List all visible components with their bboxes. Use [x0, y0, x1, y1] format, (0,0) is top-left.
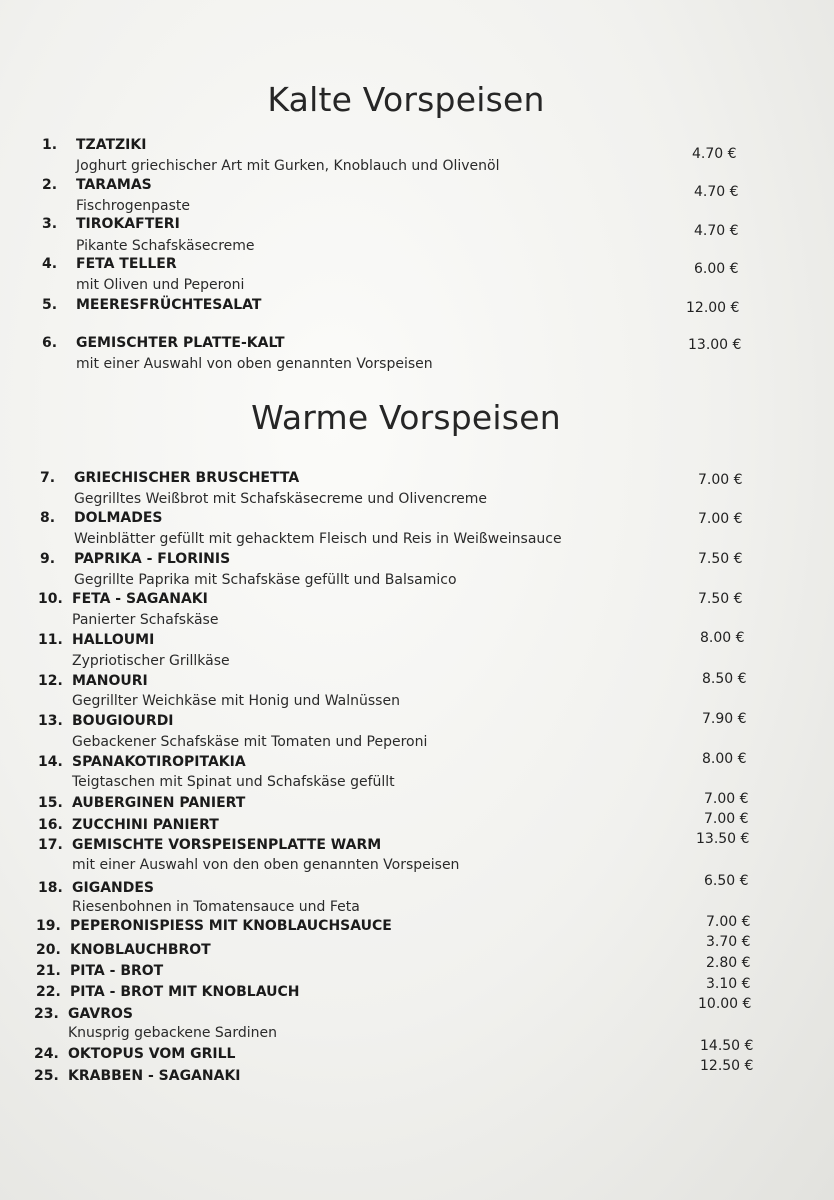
menu-item-price: 2.80 €	[706, 955, 751, 971]
menu-item-price: 4.70 €	[694, 223, 739, 239]
menu-item-name: GAVROS	[68, 1006, 133, 1022]
menu-item-price: 6.50 €	[704, 873, 749, 889]
menu-item-number: 18.	[38, 880, 63, 896]
menu-item-number: 11.	[38, 632, 63, 648]
menu-item-number: 13.	[38, 713, 63, 729]
menu-item-price: 6.00 €	[694, 261, 739, 277]
menu-item-description: Gegrillte Paprika mit Schafskäse gefüllt und Balsamico	[74, 572, 457, 588]
menu-item-price: 13.50 €	[696, 831, 750, 847]
menu-item-description: Panierter Schafskäse	[72, 612, 219, 628]
menu-item-price: 4.70 €	[694, 184, 739, 200]
menu-item-description: Gegrillter Weichkäse mit Honig und Walnüssen	[72, 693, 400, 709]
menu-item-number: 7.	[40, 470, 56, 486]
menu-item-price: 12.00 €	[686, 300, 740, 316]
menu-item-description: mit einer Auswahl von den oben genannten Vorspeisen	[72, 857, 460, 873]
menu-item-description: Fischrogenpaste	[76, 198, 191, 214]
menu-item-price: 12.50 €	[700, 1058, 754, 1074]
menu-item-price: 7.00 €	[704, 791, 749, 807]
menu-item-number: 22.	[36, 984, 61, 1000]
menu-item-number: 6.	[42, 335, 58, 351]
menu-item-description: mit einer Auswahl von oben genannten Vorspeisen	[76, 356, 433, 372]
menu-item-number: 10.	[38, 591, 63, 607]
menu-item-name: PITA - BROT MIT KNOBLAUCH	[70, 984, 300, 1000]
menu-item-number: 20.	[36, 942, 61, 958]
menu-item-price: 14.50 €	[700, 1038, 754, 1054]
menu-item-description: mit Oliven und Peperoni	[76, 277, 245, 293]
menu-item-name: GRIECHISCHER BRUSCHETTA	[74, 470, 300, 486]
menu-item-description: Gegrilltes Weißbrot mit Schafskäsecreme und Olivencreme	[74, 491, 487, 507]
menu-item-number: 16.	[38, 817, 63, 833]
menu-item-name: KNOBLAUCHBROT	[70, 942, 211, 958]
menu-item-description: Zypriotischer Grillkäse	[72, 653, 230, 669]
menu-item-name: BOUGIOURDI	[72, 713, 174, 729]
menu-item-number: 19.	[36, 918, 61, 934]
menu-item-name: ZUCCHINI PANIERT	[72, 817, 219, 833]
menu-item-price: 3.70 €	[706, 934, 751, 950]
menu-item-price: 7.00 €	[698, 511, 743, 527]
menu-item-price: 8.00 €	[702, 751, 747, 767]
menu-item-description: Teigtaschen mit Spinat und Schafskäse gefüllt	[72, 774, 395, 790]
menu-item-price: 7.90 €	[702, 711, 747, 727]
section-title-warm-starters: Warme Vorspeisen	[251, 398, 561, 437]
menu-item-price: 7.00 €	[706, 914, 751, 930]
menu-item-name: FETA - SAGANAKI	[72, 591, 208, 607]
menu-item-name: FETA TELLER	[76, 256, 177, 272]
menu-item-name: AUBERGINEN PANIERT	[72, 795, 246, 811]
menu-item-name: MEERESFRÜCHTESALAT	[76, 297, 262, 313]
menu-item-description: Knusprig gebackene Sardinen	[68, 1025, 278, 1041]
menu-item-name: DOLMADES	[74, 510, 163, 526]
menu-item-description: Riesenbohnen in Tomatensauce und Feta	[72, 899, 360, 915]
menu-item-number: 9.	[40, 551, 56, 567]
menu-item-description: Joghurt griechischer Art mit Gurken, Knoblauch und Olivenöl	[76, 158, 500, 174]
menu-item-number: 14.	[38, 754, 63, 770]
menu-item-price: 8.50 €	[702, 671, 747, 687]
menu-item-number: 5.	[42, 297, 58, 313]
menu-item-number: 15.	[38, 795, 63, 811]
menu-item-description: Weinblätter gefüllt mit gehacktem Fleisch und Reis in Weißweinsauce	[74, 531, 562, 547]
menu-item-number: 8.	[40, 510, 56, 526]
menu-item-price: 3.10 €	[706, 976, 751, 992]
menu-item-name: KRABBEN - SAGANAKI	[68, 1068, 241, 1084]
menu-item-description: Pikante Schafskäsecreme	[76, 238, 255, 254]
menu-item-name: GIGANDES	[72, 880, 155, 896]
menu-item-name: MANOURI	[72, 673, 148, 689]
menu-item-price: 7.50 €	[698, 591, 743, 607]
menu-item-price: 13.00 €	[688, 337, 742, 353]
menu-item-number: 12.	[38, 673, 63, 689]
menu-item-price: 7.50 €	[698, 551, 743, 567]
menu-item-price: 4.70 €	[692, 146, 737, 162]
menu-item-number: 4.	[42, 256, 58, 272]
menu-item-number: 2.	[42, 177, 58, 193]
menu-item-number: 23.	[34, 1006, 59, 1022]
menu-item-name: TZATZIKI	[76, 137, 147, 153]
menu-item-number: 1.	[42, 137, 58, 153]
menu-item-name: GEMISCHTER PLATTE-KALT	[76, 335, 285, 351]
menu-item-name: PEPERONISPIESS MIT KNOBLAUCHSAUCE	[70, 918, 392, 934]
menu-item-price: 10.00 €	[698, 996, 752, 1012]
menu-item-number: 21.	[36, 963, 61, 979]
menu-item-name: OKTOPUS VOM GRILL	[68, 1046, 236, 1062]
menu-item-price: 7.00 €	[698, 472, 743, 488]
menu-item-name: GEMISCHTE VORSPEISENPLATTE WARM	[72, 837, 382, 853]
section-title-cold-starters: Kalte Vorspeisen	[267, 80, 545, 119]
menu-item-name: TIROKAFTERI	[76, 216, 180, 232]
menu-item-description: Gebackener Schafskäse mit Tomaten und Peperoni	[72, 734, 428, 750]
menu-item-name: HALLOUMI	[72, 632, 155, 648]
menu-item-number: 17.	[38, 837, 63, 853]
menu-item-name: PITA - BROT	[70, 963, 164, 979]
menu-item-name: TARAMAS	[76, 177, 152, 193]
menu-item-number: 24.	[34, 1046, 59, 1062]
menu-item-number: 3.	[42, 216, 58, 232]
menu-item-name: SPANAKOTIROPITAKIA	[72, 754, 246, 770]
menu-item-name: PAPRIKA - FLORINIS	[74, 551, 231, 567]
menu-item-number: 25.	[34, 1068, 59, 1084]
menu-item-price: 7.00 €	[704, 811, 749, 827]
menu-item-price: 8.00 €	[700, 630, 745, 646]
